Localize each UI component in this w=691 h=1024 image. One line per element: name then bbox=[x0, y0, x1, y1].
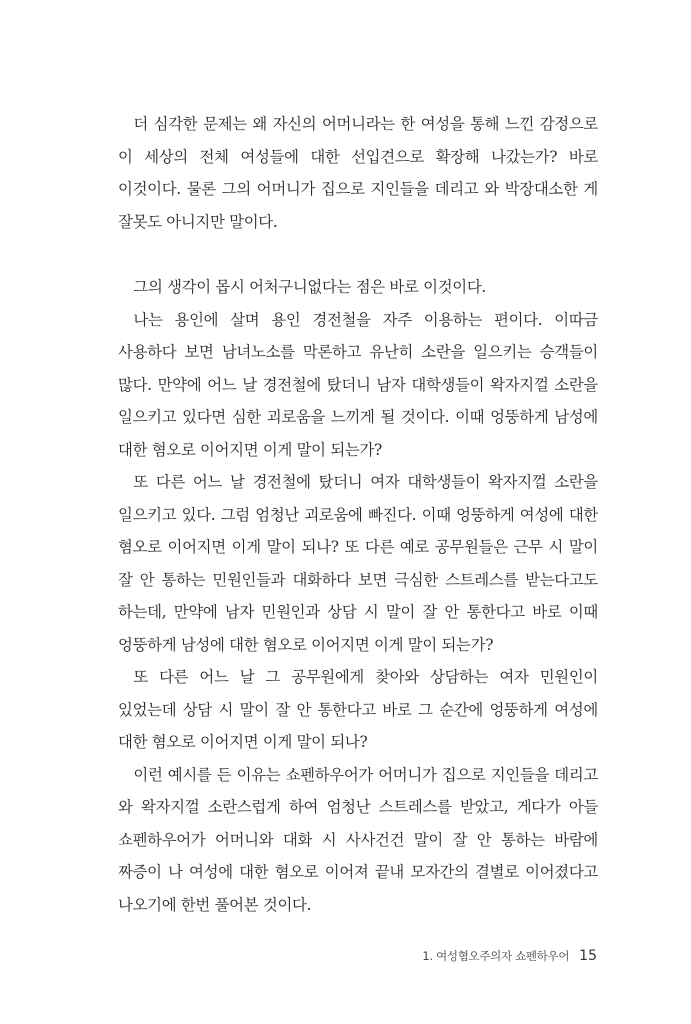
paragraph: 나는 용인에 살며 용인 경전철을 자주 이용하는 편이다. 이따금 사용하다 보면 남녀노소를 막론하고 유난히 소란을 일으키는 승객들이 많다. 만약에 어느 날 경전철에 탔더니 남자 대학생들이 왁자지껄 소란을 일으키고 있다면 심한 괴로움을 느끼게 될 것이다. 이때 엉뚱하게 남성에 대한 혐오로 이어지면 이게 말이 되는가? bbox=[118, 310, 598, 459]
page-body bbox=[118, 108, 598, 921]
running-head: 1. 여성혐오주의자 쇼펜하우어 bbox=[422, 949, 570, 963]
paragraph: 이런 예시를 든 이유는 쇼펜하우어가 어머니가 집으로 지인들을 데리고 와 왁자지껄 소란스럽게 하여 엄청난 스트레스를 받았고, 게다가 아들 쇼펜하우어가 어머니와 대화 시 사사건건 말이 잘 안 통하는 바람에 짜증이 나 여성에 대한 혐오로 이어져 끝내 모자간의 결별로 이어졌다고 나오기에 한번 풀어본 것이다. bbox=[118, 765, 598, 914]
paragraph: 또 다른 어느 날 그 공무원에게 찾아와 상담하는 여자 민원인이 있었는데 상담 시 말이 잘 안 통한다고 바로 그 순간에 엉뚱하게 여성에 대한 혐오로 이어지면 이게 말이 되나? bbox=[118, 668, 598, 751]
page-number: 15 bbox=[579, 948, 597, 964]
paragraph: 또 다른 어느 날 경전철에 탔더니 여자 대학생들이 왁자지껄 소란을 일으키고 있다. 그럼 엄청난 괴로움에 빠진다. 이때 엉뚱하게 여성에 대한 혐오로 이어지면 이게 말이 되나? 또 다른 예로 공무원들은 근무 시 말이 잘 안 통하는 민원인들과 대화하다 보면 극심한 스트레스를 받는다고도 하는데, 만약에 남자 민원인과 상담 시 말이 잘 안 통한다고 바로 이때 엉뚱하게 남성에 대한 혐오로 이어지면 이게 말이 되는가? bbox=[118, 473, 598, 654]
paragraph: 그의 생각이 몹시 어처구니없다는 점은 바로 이것이다. bbox=[133, 278, 487, 296]
paragraph: 더 심각한 문제는 왜 자신의 어머니라는 한 여성을 통해 느낀 감정으로 이 세상의 전체 여성들에 대한 선입견으로 확장해 나갔는가? 바로 이것이다. 물론 그의 어머니가 집으로 지인들을 데리고 와 박장대소한 게 잘못도 아니지만 말이다. bbox=[118, 115, 598, 231]
page-footer bbox=[422, 948, 597, 964]
